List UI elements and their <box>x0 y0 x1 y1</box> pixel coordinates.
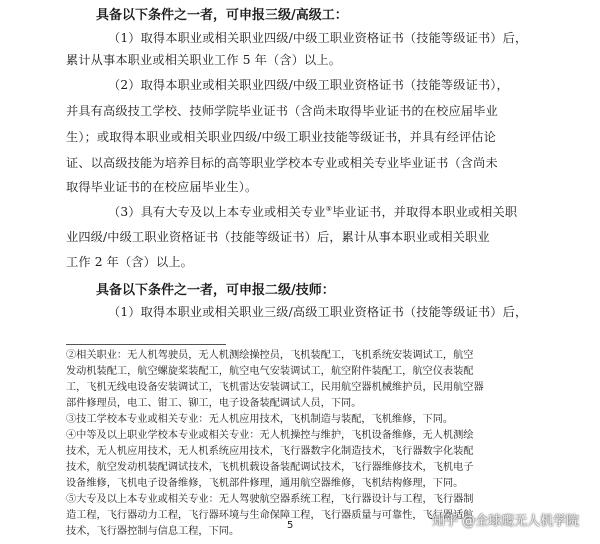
watermark: 知乎 @全球鹰无人机学院 <box>432 514 580 529</box>
paragraph-line: 取得毕业证书的在校应届毕业生）。 <box>66 180 258 194</box>
paragraph-line: 业四级/中级工职业资格证书（技能等级证书）后，累计从事本职业或相关职业 <box>66 230 490 244</box>
footnote-line: 技术，航空发动机装配调试技术，飞机机载设备装配调试技术，飞行器维修技术，飞机电子 <box>66 462 474 473</box>
footnote-line: ③技工学校本专业或相关专业：无人机应用技术，飞机制造与装配，飞机维修，下同。 <box>66 414 454 425</box>
paragraph-line <box>108 202 517 222</box>
footnote-line: 技术，无人机应用技术，无人机系统应用技术，飞行器数字化制造技术，飞行器数字化装配 <box>66 446 474 457</box>
footnote-line: 设备维修，飞机电子设备维修，飞机部件修理，通用航空器维修，飞机结构修理，下同。 <box>66 478 464 489</box>
footnote-line: ⑤大专及以上本专业或相关专业：无人驾驶航空器系统工程，飞行器设计与工程，飞行器制 <box>66 494 474 505</box>
item3-text: 毕业证书，并取得本职业或相关职 <box>332 205 518 219</box>
footnote-line: ②相关职业：无人机驾驶员，无人机测绘操控员，飞机装配工，飞机系统安装调试工，航空 <box>66 350 474 361</box>
paragraph-line: 证、以高级技能为培养目标的高等职业学校本专业或相关专业毕业证书（含尚未 <box>66 156 498 170</box>
section-heading-level2: 具备以下条件之一者，可申报二级/技师： <box>96 283 335 298</box>
paragraph-line: （1）取得本职业或相关职业三级/高级工职业资格证书（技能等级证书）后， <box>108 305 528 319</box>
footnote-divider <box>66 344 226 345</box>
page-number: 5 <box>287 520 294 531</box>
footnote-line: 工，飞机无线电设备安装调试工，飞机雷达安装调试工，民用航空器机械维护员，民用航空器 <box>66 382 484 393</box>
footnote-line: 造工程，飞行器动力工程，飞行器环境与生命保障工程，飞行器质量与可靠性，飞行器适航 <box>66 510 474 521</box>
footnote-line: 部件修理员，电工、钳工、铆工，电子设备装配调试人员，下同。 <box>66 398 362 409</box>
paragraph-line: 生）；或取得本职业或相关职业四级/中级工职业技能等级证书，并具有经评估论 <box>66 130 496 144</box>
paragraph-line: （1）取得本职业或相关职业四级/中级工职业资格证书（技能等级证书）后， <box>108 31 528 45</box>
footnote-marker: ⑤ <box>325 205 333 213</box>
item3-text: （3）具有大专及以上本专业或相关专业 <box>108 205 326 219</box>
paragraph-line: 并具有高级技工学校、技师学院毕业证书（含尚未取得毕业证书的在校应届毕业 <box>66 104 498 118</box>
footnote-line: 技术，飞行器控制与信息工程，下同。 <box>66 526 240 537</box>
paragraph-line: 累计从事本职业或相关职业工作 5 年（含）以上。 <box>66 53 342 67</box>
paragraph-line: 工作 2 年（含）以上。 <box>66 255 193 269</box>
section-heading-level3: 具备以下条件之一者，可申报三级/高级工： <box>96 8 348 23</box>
footnote-line: 发动机装配工，航空螺旋桨装配工，航空电气安装调试工，航空附件装配工，航空仪表装配 <box>66 366 474 377</box>
paragraph-line: （2）取得本职业或相关职业四级/中级工职业资格证书（技能等级证书）， <box>108 78 509 92</box>
footnote-line: ④中等及以上职业学校本专业或相关专业：无人机操控与维护，飞机设备维修，无人机测绘 <box>66 430 474 441</box>
